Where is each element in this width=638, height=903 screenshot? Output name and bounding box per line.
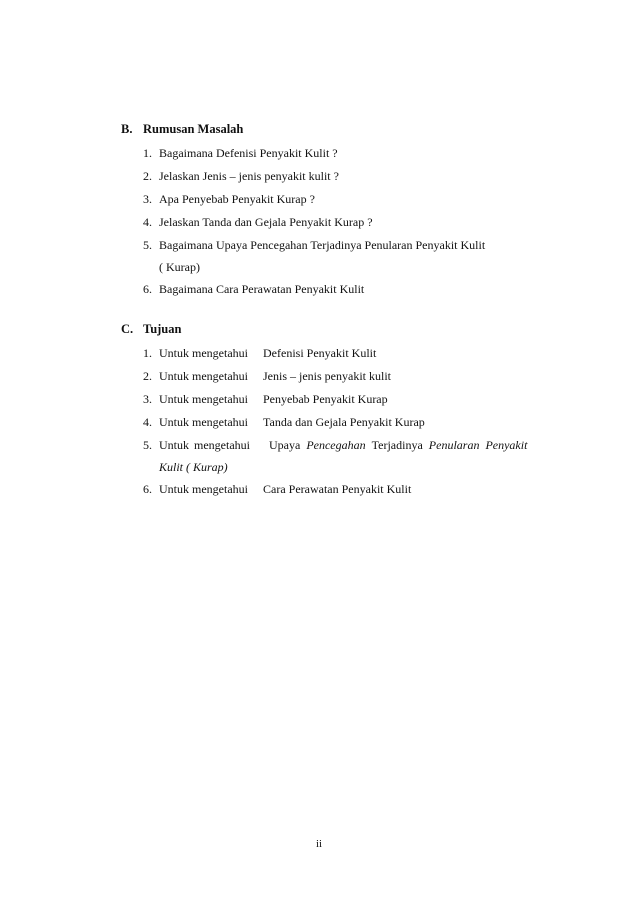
section-c-letter: C. [121, 322, 134, 336]
section-b-letter: B. [121, 122, 133, 136]
list-text-part-italic: Penyakit [485, 438, 528, 452]
page-number: ii [315, 838, 323, 850]
list-number: 5. [143, 438, 152, 452]
list-text-italic: Kulit ( Kurap) [159, 460, 228, 474]
list-number: 3. [143, 392, 152, 406]
list-lead: Untuk mengetahui [159, 346, 248, 360]
list-number: 3. [143, 192, 152, 206]
list-number: 1. [143, 346, 152, 360]
list-text: Jelaskan Jenis – jenis penyakit kulit ? [159, 169, 339, 183]
list-number: 2. [143, 169, 152, 183]
list-item-continuation [159, 460, 228, 475]
list-text-part-italic: Penularan [428, 438, 480, 452]
list-text: Penyebab Penyakit Kurap [263, 392, 388, 406]
list-lead: Untuk mengetahui [159, 392, 248, 406]
section-b-title: Rumusan Masalah [143, 122, 244, 136]
list-number: 6. [143, 482, 152, 496]
list-text-part-italic: Pencegahan [306, 438, 366, 452]
list-text-part: Terjadinya [371, 438, 423, 452]
list-text: Jelaskan Tanda dan Gejala Penyakit Kurap ? [159, 215, 373, 229]
list-text: Defenisi Penyakit Kulit [263, 346, 377, 360]
section-c-title: Tujuan [143, 322, 182, 336]
list-text: Apa Penyebab Penyakit Kurap ? [159, 192, 315, 206]
list-text-justified [269, 438, 527, 453]
section-c-heading [121, 322, 181, 337]
list-text: Bagaimana Defenisi Penyakit Kulit ? [159, 146, 338, 160]
list-lead: Untuk mengetahui [159, 438, 250, 452]
list-number: 4. [143, 415, 152, 429]
list-text-part: Upaya [269, 438, 301, 452]
list-text: Bagaimana Cara Perawatan Penyakit Kulit [159, 282, 365, 296]
list-number: 5. [143, 238, 152, 252]
list-text: Jenis – jenis penyakit kulit [263, 369, 391, 383]
list-number: 6. [143, 282, 152, 296]
list-text: Bagaimana Upaya Pencegahan Terjadinya Penularan Penyakit Kulit [159, 238, 486, 252]
list-number: 4. [143, 215, 152, 229]
list-text: Cara Perawatan Penyakit Kulit [263, 482, 412, 496]
list-text: Tanda dan Gejala Penyakit Kurap [263, 415, 425, 429]
list-number: 2. [143, 369, 152, 383]
list-lead: Untuk mengetahui [159, 369, 248, 383]
list-lead: Untuk mengetahui [159, 415, 248, 429]
section-b-heading [121, 122, 243, 137]
list-number: 1. [143, 146, 152, 160]
list-lead: Untuk mengetahui [159, 482, 248, 496]
list-item-continuation: ( Kurap) [159, 260, 200, 274]
